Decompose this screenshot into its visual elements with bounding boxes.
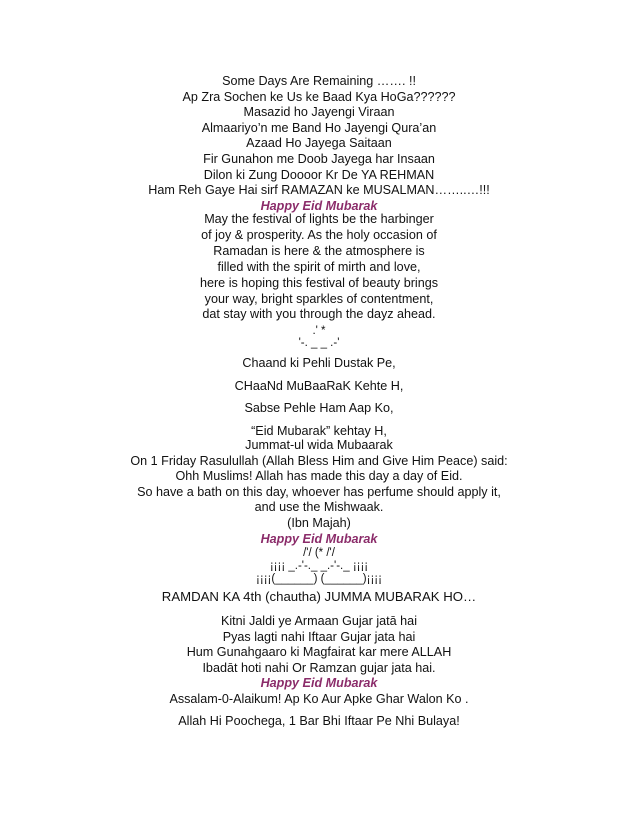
chaand-poem	[0, 352, 638, 442]
ascii-art-line: ¡¡¡¡(______) (______)¡¡¡¡	[256, 573, 382, 585]
jummat-line: and use the Mishwaak.	[254, 500, 384, 515]
poem-line: Almaariyo’n me Band Ho Jayengi Qura’an	[201, 120, 437, 135]
ascii-art-lanterns	[0, 547, 638, 586]
chaand-line: “Eid Mubarak” kehtay H,	[251, 423, 387, 438]
eid-heading: Happy Eid Mubarak	[260, 676, 378, 691]
jummat-ul-wida-section	[0, 438, 638, 547]
festival-line: Ramadan is here & the atmosphere is	[213, 243, 425, 258]
chaand-line: Chaand ki Pehli Dustak Pe,	[242, 356, 396, 370]
poem-days-remaining	[0, 74, 638, 214]
closing-lines	[0, 688, 638, 732]
jummat-line: So have a bath on this day, whoever has perfume should apply it,	[137, 484, 501, 499]
festival-line: here is hoping this festival of beauty brings	[199, 275, 439, 290]
poem-line: Some Days Are Remaining ……. !!	[222, 74, 416, 88]
eid-heading: Happy Eid Mubarak	[260, 198, 378, 213]
ascii-art-moon	[0, 325, 638, 349]
gujar-line: Kitni Jaldi ye Armaan Gujar jatā hai	[220, 614, 417, 628]
closing-line: Assalam-0-Alaikum! Ap Ko Aur Apke Ghar Walon Ko .	[169, 692, 469, 706]
jummat-line: On 1 Friday Rasulullah (Allah Bless Him and Give Him Peace) said:	[130, 453, 508, 468]
jumma-mubarak	[0, 589, 638, 605]
festival-paragraph	[0, 212, 638, 323]
ascii-art-line: '-. _ _ .-'	[298, 337, 340, 349]
poem-line: Azaad Ho Jayega Saitaan	[246, 136, 392, 151]
jummat-line: (Ibn Majah)	[287, 515, 351, 530]
eid-heading: Happy Eid Mubarak	[260, 531, 378, 546]
poem-line: Dilon ki Zung Doooor Kr De YA REHMAN	[203, 167, 435, 182]
gujar-line: Ibadāt hoti nahi Or Ramzan gujar jata hai.	[202, 660, 436, 675]
poem-line: Fir Gunahon me Doob Jayega har Insaan	[203, 151, 435, 166]
gujar-line: Hum Gunahgaaro ki Magfairat kar mere ALLAH	[186, 645, 452, 660]
festival-line: your way, bright sparkles of contentment,	[204, 291, 434, 306]
closing-line: Allah Hi Poochega, 1 Bar Bhi Iftaar Pe Nhi Bulaya!	[178, 714, 460, 728]
poem-line: Ap Zra Sochen ke Us ke Baad Kya HoGa??????	[182, 89, 456, 104]
gujar-line: Pyas lagti nahi Iftaar Gujar jata hai	[222, 629, 416, 644]
jumma-line: RAMDAN KA 4th (chautha) JUMMA MUBARAK HO…	[161, 589, 477, 604]
chaand-line: Sabse Pehle Ham Aap Ko,	[244, 401, 394, 415]
ascii-art-line: .' *	[312, 325, 326, 337]
festival-line: dat stay with you through the dayz ahead.	[202, 307, 436, 322]
poem-line: Ham Reh Gaye Hai sirf RAMAZAN ke MUSALMAN……..…!!!	[148, 183, 490, 198]
jummat-line: Jummat-ul wida Mubaarak	[245, 438, 393, 452]
jummat-line: Ohh Muslims! Allah has made this day a day of Eid.	[175, 469, 463, 484]
poem-line: Masazid ho Jayengi Viraan	[243, 105, 395, 120]
ascii-art-line: ¡¡¡¡ _.-'-._ _.-'-._ ¡¡¡¡	[269, 560, 369, 572]
chaand-line: CHaaNd MuBaaRaK Kehte H,	[234, 378, 404, 393]
festival-line: filled with the spirit of mirth and love,	[217, 259, 421, 274]
ascii-art-line: /'/ (* /'/	[303, 547, 335, 559]
gujar-poem	[0, 614, 638, 692]
festival-line: May the festival of lights be the harbinger	[204, 212, 434, 226]
festival-line: of joy & prosperity. As the holy occasion of	[201, 227, 437, 242]
